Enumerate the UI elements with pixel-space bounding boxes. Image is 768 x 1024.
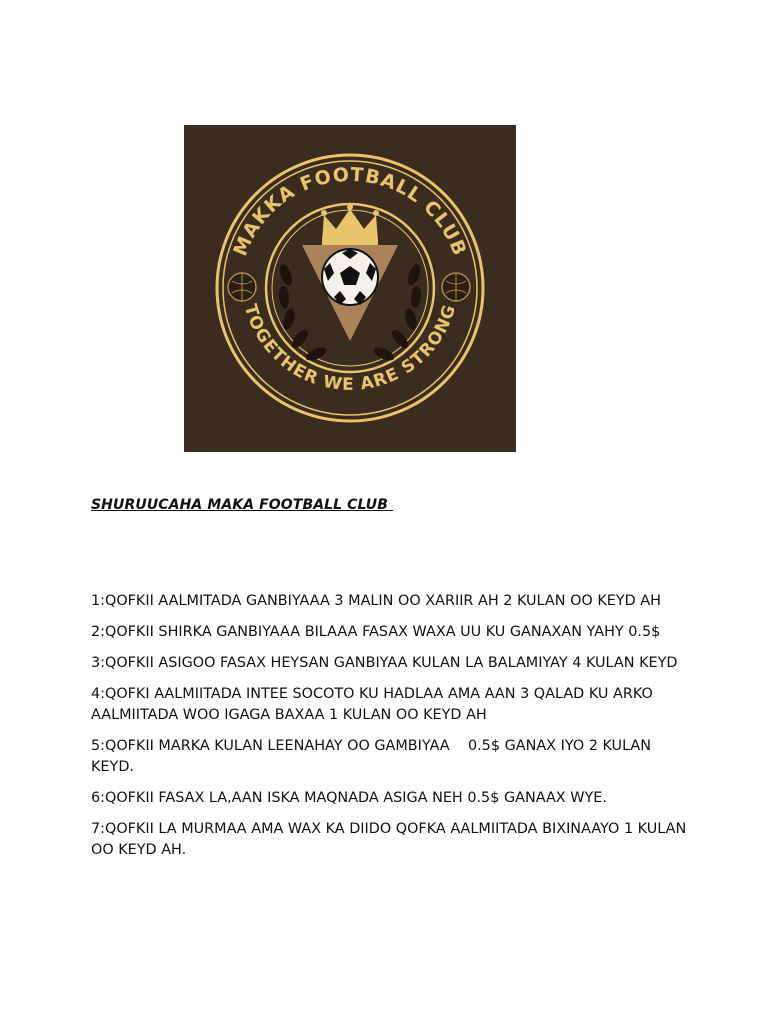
rule-item: 5:QOFKII MARKA KULAN LEENAHAY OO GAMBIYAA 0.5$ GANAX IYO 2 KULAN KEYD.	[91, 738, 656, 775]
rule-item: 3:QOFKII ASIGOO FASAX HEYSAN GANBIYAA KULAN LA BALAMIYAY 4 KULAN KEYD	[91, 655, 678, 671]
crown-icon	[321, 204, 379, 245]
logo-top-text: MAKKA FOOTBALL CLUB	[229, 163, 471, 260]
side-football-right-icon	[442, 273, 470, 301]
club-logo	[184, 125, 516, 452]
document-title: SHURUUCAHA MAKA FOOTBALL CLUB	[91, 497, 394, 513]
football-icon	[322, 249, 378, 305]
rule-item: 2:QOFKII SHIRKA GANBIYAAA BILAAA FASAX WAXA UU KU GANAXAN YAHY 0.5$	[91, 624, 661, 640]
side-football-left-icon	[228, 273, 256, 301]
rule-item: 6:QOFKII FASAX LA,AAN ISKA MAQNADA ASIGA NEH 0.5$ GANAAX WYE.	[91, 790, 607, 806]
rule-item: 1:QOFKII AALMITADA GANBIYAAA 3 MALIN OO XARIIR AH 2 KULAN OO KEYD AH	[91, 593, 661, 609]
rules-list	[91, 591, 691, 871]
rule-item: 7:QOFKII LA MURMAA AMA WAX KA DIIDO QOFKA AALMIITADA BIXINAAYO 1 KULAN OO KEYD AH.	[91, 821, 691, 858]
club-crest-icon	[184, 125, 516, 452]
rule-item: 4:QOFKI AALMIITADA INTEE SOCOTO KU HADLAA AMA AAN 3 QALAD KU ARKO AALMIITADA WOO IGAGA BAXAA 1 KULAN OO KEYD AH	[91, 686, 658, 723]
logo-bottom-text: TOGETHER WE ARE STRONG	[239, 301, 461, 395]
